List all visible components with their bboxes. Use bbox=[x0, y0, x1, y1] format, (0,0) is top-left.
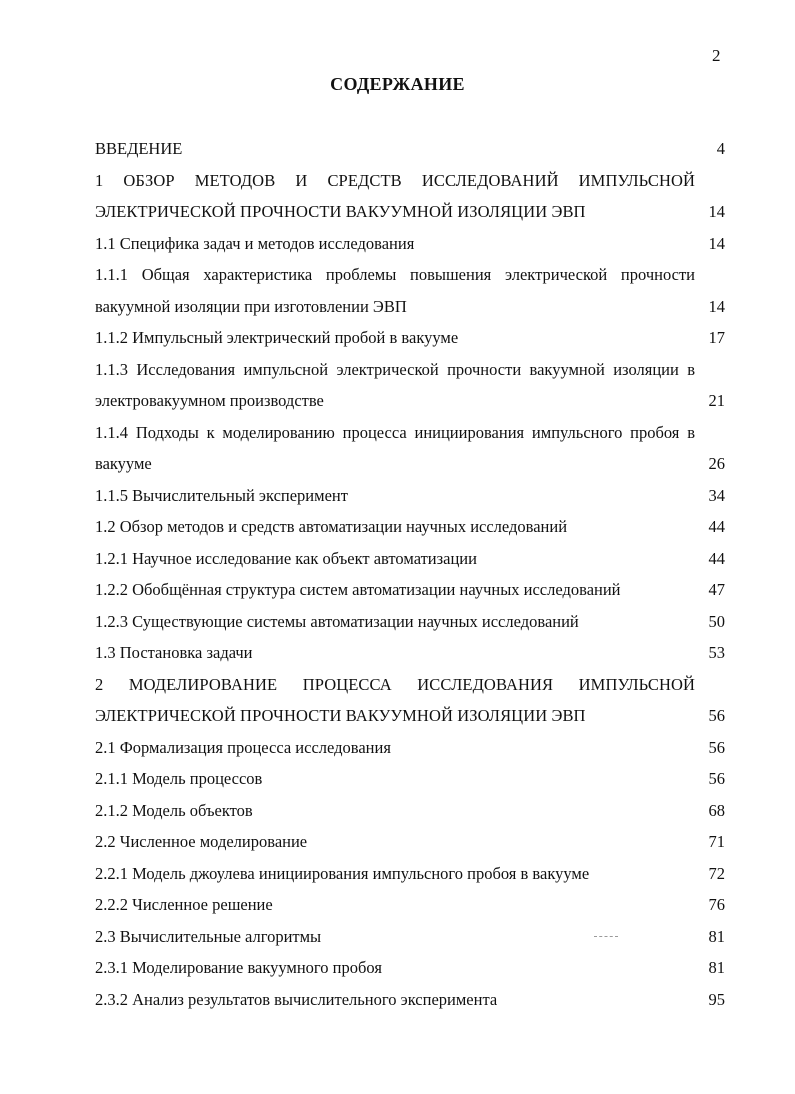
toc-entry-2-3[interactable] bbox=[95, 921, 725, 953]
toc-entry-text: 2.3 Вычислительные алгоритмы bbox=[95, 926, 322, 946]
toc-entry-page: 14 bbox=[708, 202, 725, 221]
toc-entry-1-1-3[interactable] bbox=[95, 354, 725, 417]
toc-entry-page: 17 bbox=[708, 328, 725, 347]
toc-entry-page: 95 bbox=[708, 989, 725, 1009]
toc-entry-2-3-2[interactable] bbox=[95, 984, 725, 1016]
toc-entry-text: 1.1.2 Импульсный электрический пробой в вакууме bbox=[95, 328, 459, 347]
toc-entry-1-1-4[interactable] bbox=[95, 417, 725, 480]
toc-entry-page: 76 bbox=[708, 895, 725, 914]
toc-entry-1-2[interactable] bbox=[95, 511, 725, 543]
toc-entry-page: 14 bbox=[708, 296, 725, 316]
scan-artifact bbox=[594, 936, 618, 939]
toc-entry-2-1-1[interactable] bbox=[95, 763, 725, 795]
toc-entry-text: 1.2.2 Обобщённая структура систем автоматизации научных исследований bbox=[95, 580, 621, 599]
toc-entry-page: 53 bbox=[708, 643, 725, 662]
toc-entry-page: 26 bbox=[708, 454, 725, 473]
toc-entry-text: 2.1.2 Модель объектов bbox=[95, 800, 253, 820]
toc-entry-text: 2.2.2 Численное решение bbox=[95, 895, 273, 914]
toc-entry-2-1-2[interactable] bbox=[95, 795, 725, 827]
toc-entry-text: 1.1 Специфика задач и методов исследования bbox=[95, 233, 415, 253]
toc-entry-1-1-5[interactable] bbox=[95, 480, 725, 512]
toc-entry-page: 21 bbox=[708, 391, 725, 410]
toc-entry-text: 1.1.3 Исследования импульсной электрической прочности вакуумной изоляции в электровакуумном производстве bbox=[95, 359, 695, 410]
toc-entry-1-1-2[interactable] bbox=[95, 322, 725, 354]
toc-entry-introduction[interactable] bbox=[95, 133, 725, 165]
toc-entry-text: 1.1.5 Вычислительный эксперимент bbox=[95, 485, 348, 505]
toc-entry-2-2-2[interactable] bbox=[95, 889, 725, 921]
page-number: 2 bbox=[712, 46, 721, 65]
toc-entry-page: 71 bbox=[708, 832, 725, 851]
toc-entry-text: 1.2.1 Научное исследование как объект автоматизации bbox=[95, 548, 477, 568]
toc-entry-text: 1.2 Обзор методов и средств автоматизации научных исследований bbox=[95, 517, 568, 536]
toc-entry-chapter-2[interactable] bbox=[95, 669, 725, 732]
toc-entry-2-1[interactable] bbox=[95, 732, 725, 764]
toc-entry-page: 56 bbox=[708, 769, 725, 788]
toc-entry-chapter-1[interactable] bbox=[95, 165, 725, 228]
toc-entry-text: 2.3.1 Моделирование вакуумного пробоя bbox=[95, 958, 382, 977]
toc-entry-1-1[interactable] bbox=[95, 228, 725, 260]
toc-entry-text: 2.3.2 Анализ результатов вычислительного эксперимента bbox=[95, 989, 498, 1009]
toc-entry-page: 34 bbox=[708, 485, 725, 505]
toc-entry-page: 81 bbox=[708, 958, 725, 977]
toc-entry-page: 4 bbox=[716, 139, 725, 158]
toc-entry-text: 1 ОБЗОР МЕТОДОВ И СРЕДСТВ ИССЛЕДОВАНИЙ ИМПУЛЬСНОЙ ЭЛЕКТРИЧЕСКОЙ ПРОЧНОСТИ ВАКУУМНОЙ ИЗОЛЯЦИИ ЭВП bbox=[95, 170, 695, 221]
toc-entry-page: 47 bbox=[708, 580, 725, 599]
toc-entry-page: 72 bbox=[708, 863, 725, 883]
toc-entry-text: 2.1.1 Модель процессов bbox=[95, 769, 263, 788]
toc-entry-text: 2.2.1 Модель джоулева инициирования импульсного пробоя в вакууме bbox=[95, 863, 590, 883]
toc-entry-1-1-1[interactable] bbox=[95, 259, 725, 322]
toc-entry-text: ВВЕДЕНИЕ bbox=[95, 139, 183, 158]
toc-entry-1-2-2[interactable] bbox=[95, 574, 725, 606]
toc-entry-page: 44 bbox=[708, 517, 725, 536]
toc-entry-page: 81 bbox=[708, 926, 725, 946]
toc-entry-page: 50 bbox=[708, 611, 725, 631]
toc-entry-text: 2.1 Формализация процесса исследования bbox=[95, 737, 391, 757]
table-of-contents bbox=[95, 133, 725, 1015]
toc-entry-text: 1.3 Постановка задачи bbox=[95, 643, 253, 662]
toc-entry-1-2-3[interactable] bbox=[95, 606, 725, 638]
toc-entry-text: 2 МОДЕЛИРОВАНИЕ ПРОЦЕССА ИССЛЕДОВАНИЯ ИМПУЛЬСНОЙ ЭЛЕКТРИЧЕСКОЙ ПРОЧНОСТИ ВАКУУМНОЙ ИЗОЛЯЦИИ ЭВП bbox=[95, 674, 695, 725]
toc-entry-text: 1.1.4 Подходы к моделированию процесса инициирования импульсного пробоя в вакууме bbox=[95, 422, 695, 473]
toc-entry-1-2-1[interactable] bbox=[95, 543, 725, 575]
toc-entry-page: 44 bbox=[708, 548, 725, 568]
toc-entry-text: 2.2 Численное моделирование bbox=[95, 832, 308, 851]
toc-entry-text: 1.1.1 Общая характеристика проблемы повышения электрической прочности вакуумной изоляции при изготовлении ЭВП bbox=[95, 265, 695, 316]
toc-entry-page: 56 bbox=[708, 706, 725, 725]
toc-entry-1-3[interactable] bbox=[95, 637, 725, 669]
toc-entry-2-2-1[interactable] bbox=[95, 858, 725, 890]
toc-entry-2-2[interactable] bbox=[95, 826, 725, 858]
toc-entry-page: 14 bbox=[708, 233, 725, 253]
toc-entry-page: 56 bbox=[708, 737, 725, 757]
page-title: СОДЕРЖАНИЕ bbox=[330, 74, 465, 94]
toc-entry-text: 1.2.3 Существующие системы автоматизации научных исследований bbox=[95, 611, 579, 631]
toc-entry-page: 68 bbox=[708, 800, 725, 820]
toc-entry-2-3-1[interactable] bbox=[95, 952, 725, 984]
